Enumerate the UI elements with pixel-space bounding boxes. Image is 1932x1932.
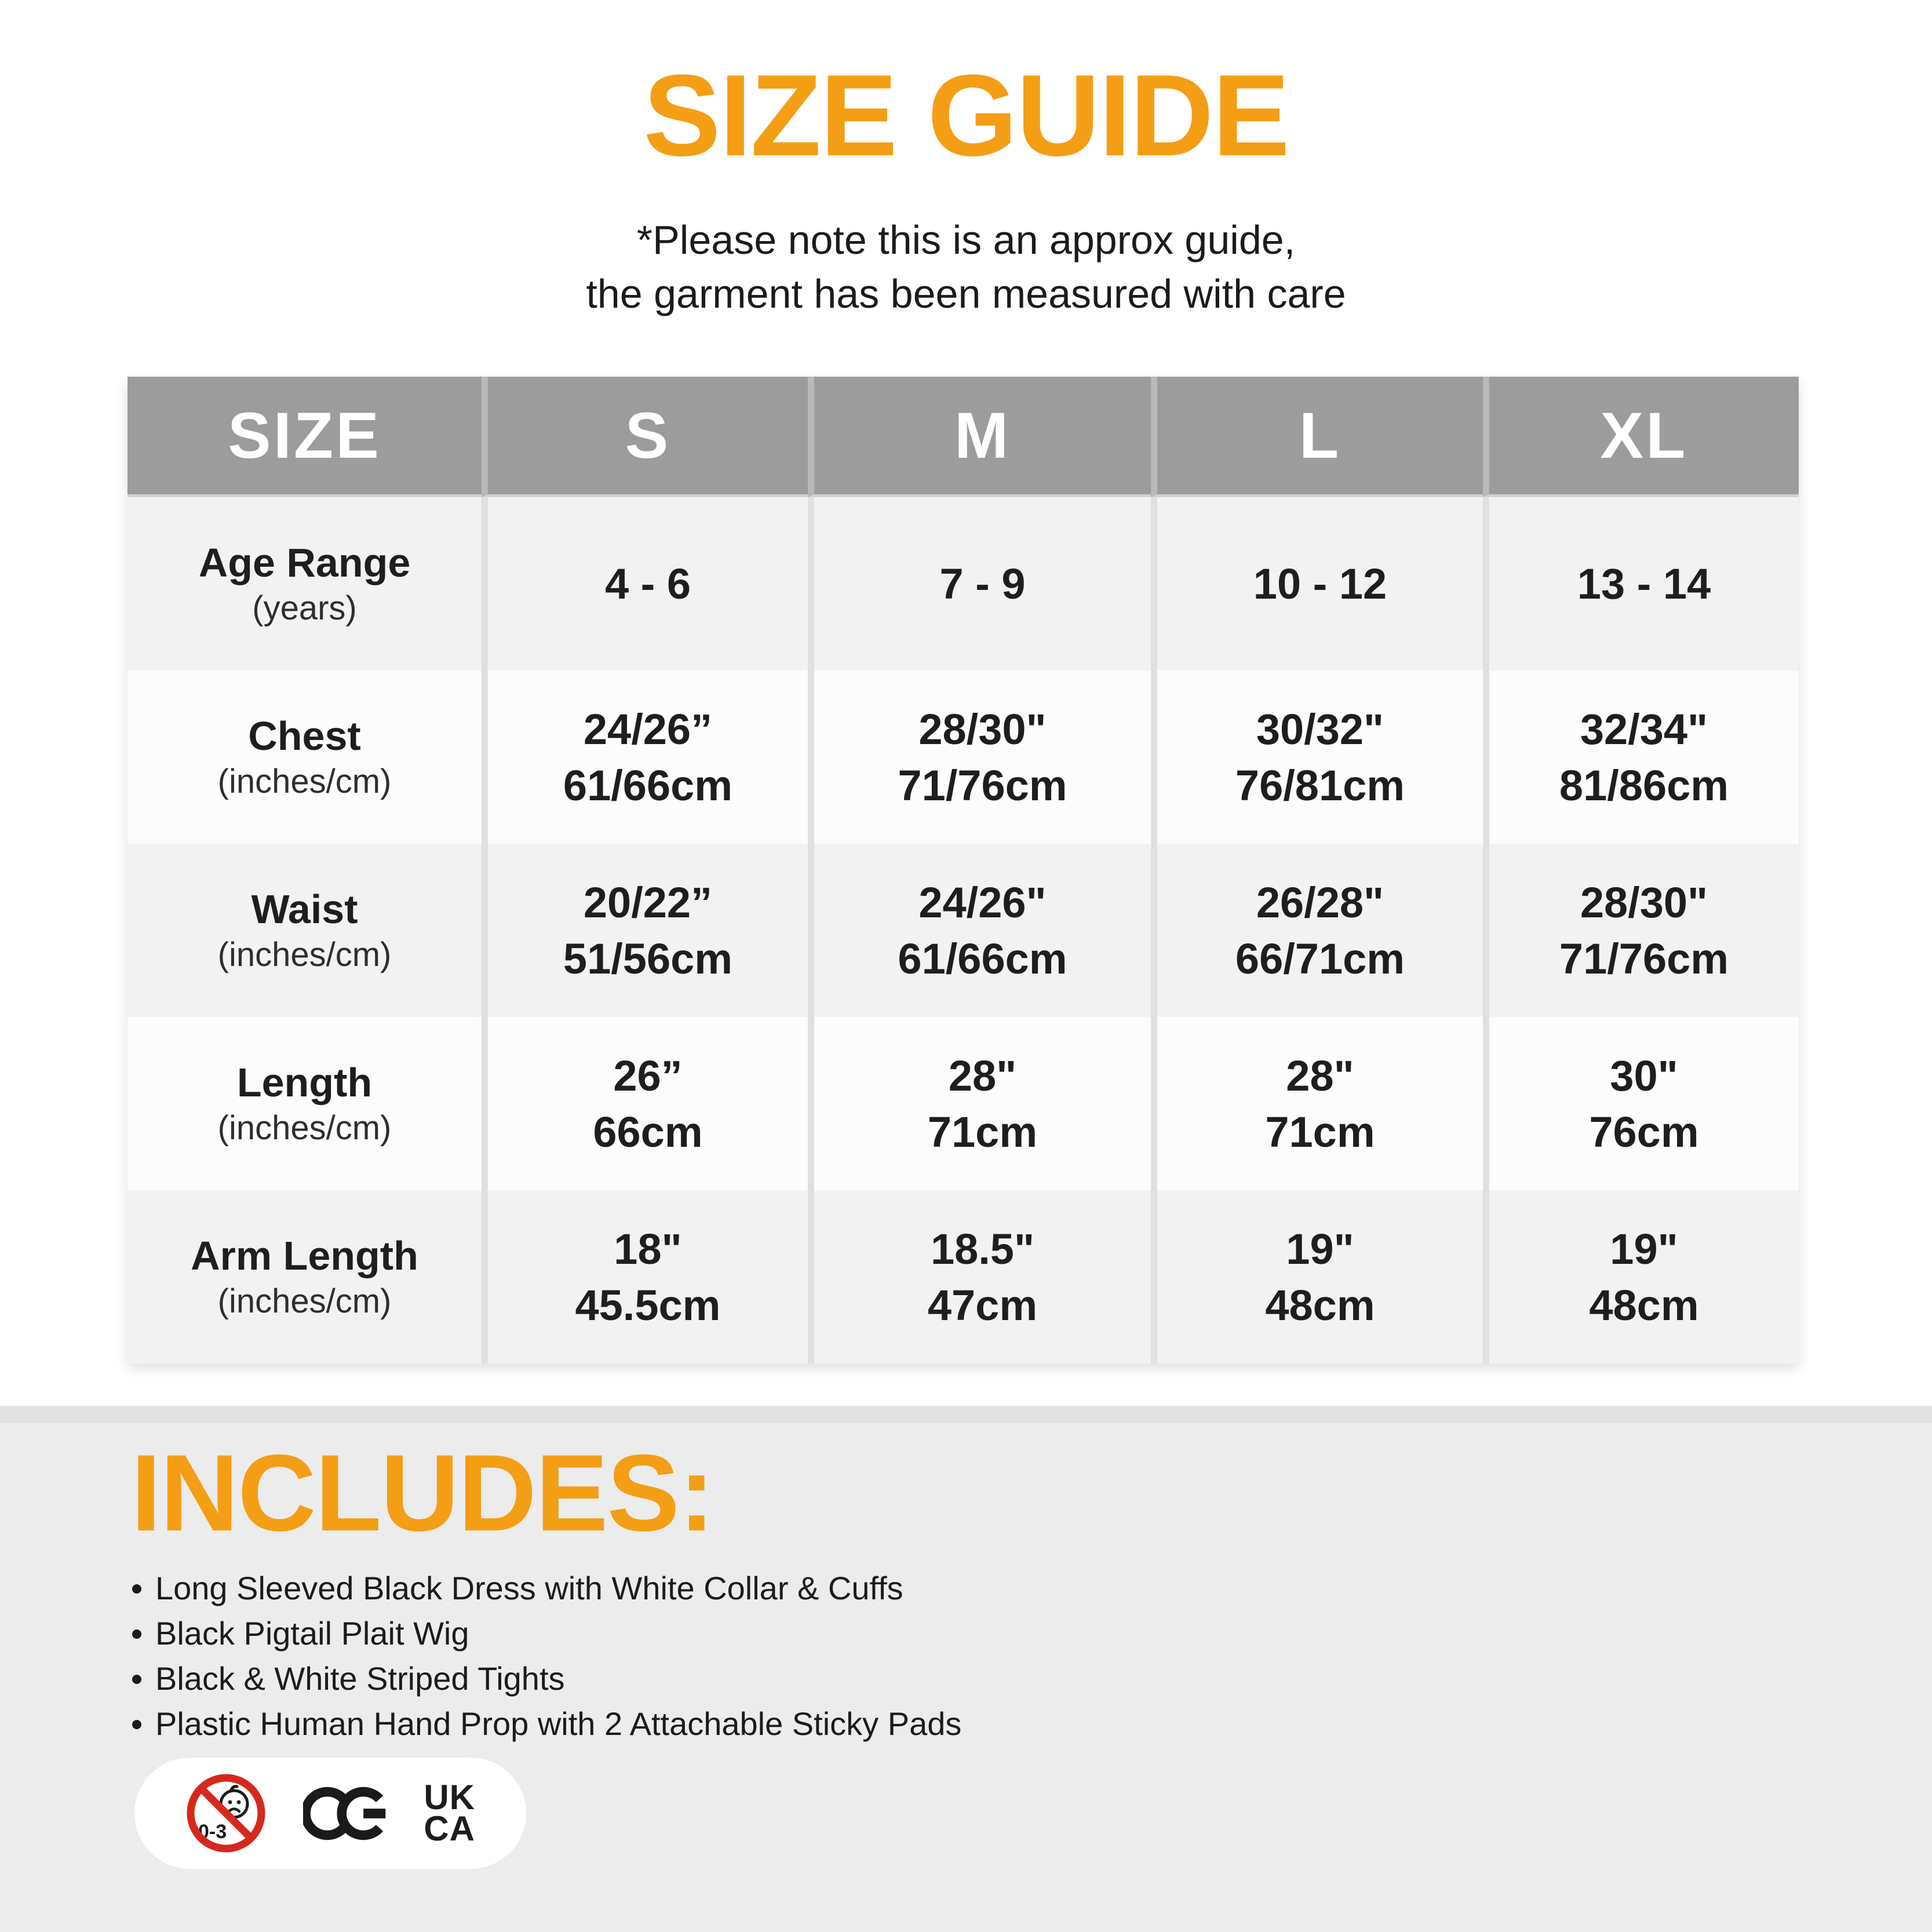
value-line: 48cm — [1265, 1281, 1375, 1329]
list-item — [130, 1707, 961, 1741]
ukca-mark-icon — [424, 1778, 475, 1848]
note-line-2: the garment has been measured with care — [586, 271, 1346, 316]
value-line: 19" — [1610, 1224, 1678, 1273]
value-line: 20/22” — [583, 878, 713, 927]
row-label: Age Range — [198, 539, 411, 585]
page-title: SIZE GUIDE — [643, 51, 1289, 180]
value-cell — [482, 1190, 808, 1364]
value-line: 30" — [1610, 1051, 1678, 1100]
value-line: 66/71cm — [1235, 934, 1405, 983]
value-line: 45.5cm — [575, 1281, 721, 1329]
value-line: 76/81cm — [1235, 761, 1405, 810]
value-line: 18" — [614, 1224, 682, 1273]
value-line: 19" — [1286, 1224, 1354, 1273]
value-cell — [1483, 1190, 1799, 1364]
approx-guide-note — [0, 213, 1932, 321]
table-header-cell: SIZE — [127, 377, 482, 497]
value-cell — [1483, 497, 1799, 670]
value-line: 26” — [613, 1051, 683, 1100]
value-cell — [482, 1017, 808, 1190]
row-sublabel: (inches/cm) — [217, 1282, 392, 1320]
value-cell — [808, 1190, 1151, 1364]
ukca-line-2: CA — [424, 1809, 475, 1848]
certification-pill — [134, 1758, 526, 1869]
list-item-text: Black Pigtail Plait Wig — [155, 1615, 469, 1652]
row-label: Chest — [248, 713, 361, 759]
row-sublabel: (years) — [252, 589, 357, 627]
value-line: 28" — [948, 1051, 1017, 1100]
value-line: 81/86cm — [1559, 761, 1729, 810]
value-cell — [808, 1017, 1151, 1190]
value-cell — [482, 844, 808, 1017]
list-item-text: Black & White Striped Tights — [155, 1660, 565, 1697]
includes-list — [130, 1572, 961, 1752]
row-label-cell — [127, 670, 482, 844]
value-line: 48cm — [1589, 1281, 1699, 1329]
value-line: 61/66cm — [563, 761, 733, 810]
row-label-cell — [127, 1017, 482, 1190]
value-cell — [1483, 1017, 1799, 1190]
value-line: 61/66cm — [898, 934, 1067, 983]
list-item — [130, 1572, 961, 1605]
age-warning-label: 0-3 — [198, 1821, 227, 1843]
value-line: 66cm — [593, 1107, 703, 1156]
bullet-icon — [132, 1584, 141, 1594]
value-cell — [1151, 1190, 1483, 1364]
value-cell — [1483, 670, 1799, 844]
value-cell — [1151, 497, 1483, 670]
row-label: Length — [236, 1059, 373, 1105]
row-label: Waist — [251, 886, 358, 932]
value-cell — [808, 844, 1151, 1017]
value-cell — [1151, 670, 1483, 844]
bullet-icon — [132, 1630, 141, 1639]
value-line: 71/76cm — [898, 761, 1067, 810]
value-cell — [1483, 844, 1799, 1017]
value-line: 28/30" — [1580, 878, 1708, 927]
value-line: 30/32" — [1256, 705, 1384, 753]
bullet-icon — [132, 1675, 141, 1684]
list-item-text: Long Sleeved Black Dress with White Collar & Cuffs — [155, 1570, 903, 1606]
value-line: 51/56cm — [563, 934, 733, 983]
value-line: 71/76cm — [1559, 934, 1729, 983]
value-line: 71cm — [927, 1107, 1038, 1156]
value-line: 4 - 6 — [604, 560, 691, 608]
list-item — [130, 1617, 961, 1650]
row-sublabel: (inches/cm) — [217, 762, 392, 800]
size-table — [127, 377, 1799, 1364]
value-cell — [482, 497, 808, 670]
value-line: 24/26” — [583, 705, 713, 753]
value-line: 24/26" — [918, 878, 1047, 927]
row-label-cell — [127, 844, 482, 1017]
value-line: 76cm — [1589, 1107, 1699, 1156]
row-sublabel: (inches/cm) — [217, 1109, 392, 1147]
value-line: 47cm — [927, 1281, 1038, 1329]
row-label-cell — [127, 497, 482, 670]
value-cell — [482, 670, 808, 844]
value-line: 28" — [1286, 1051, 1354, 1100]
row-label: Arm Length — [191, 1233, 418, 1278]
table-header-cell: M — [808, 377, 1151, 497]
value-cell — [808, 497, 1151, 670]
value-line: 26/28" — [1256, 878, 1384, 927]
value-cell — [808, 670, 1151, 844]
table-header-cell: XL — [1483, 377, 1799, 497]
row-label-cell — [127, 1190, 482, 1364]
value-line: 10 - 12 — [1253, 560, 1387, 608]
bullet-icon — [132, 1720, 141, 1729]
row-sublabel: (inches/cm) — [217, 935, 392, 974]
value-line: 28/30" — [918, 705, 1047, 753]
value-cell — [1151, 1017, 1483, 1190]
list-item-text: Plastic Human Hand Prop with 2 Attachable Sticky Pads — [155, 1705, 962, 1742]
value-line: 13 - 14 — [1577, 560, 1711, 608]
ukca-line-1: UK — [424, 1778, 475, 1817]
table-header-cell: L — [1151, 377, 1483, 497]
table-header-cell: S — [482, 377, 808, 497]
age-warning-icon — [185, 1773, 267, 1854]
note-line-1: *Please note this is an approx guide, — [636, 217, 1296, 263]
value-cell — [1151, 844, 1483, 1017]
value-line: 7 - 9 — [939, 560, 1026, 608]
ce-mark-icon — [303, 1785, 388, 1842]
value-line: 18.5" — [930, 1224, 1035, 1273]
list-item — [130, 1662, 961, 1696]
value-line: 32/34" — [1580, 705, 1708, 753]
value-line: 71cm — [1265, 1107, 1375, 1156]
includes-heading: INCLUDES: — [131, 1432, 714, 1554]
